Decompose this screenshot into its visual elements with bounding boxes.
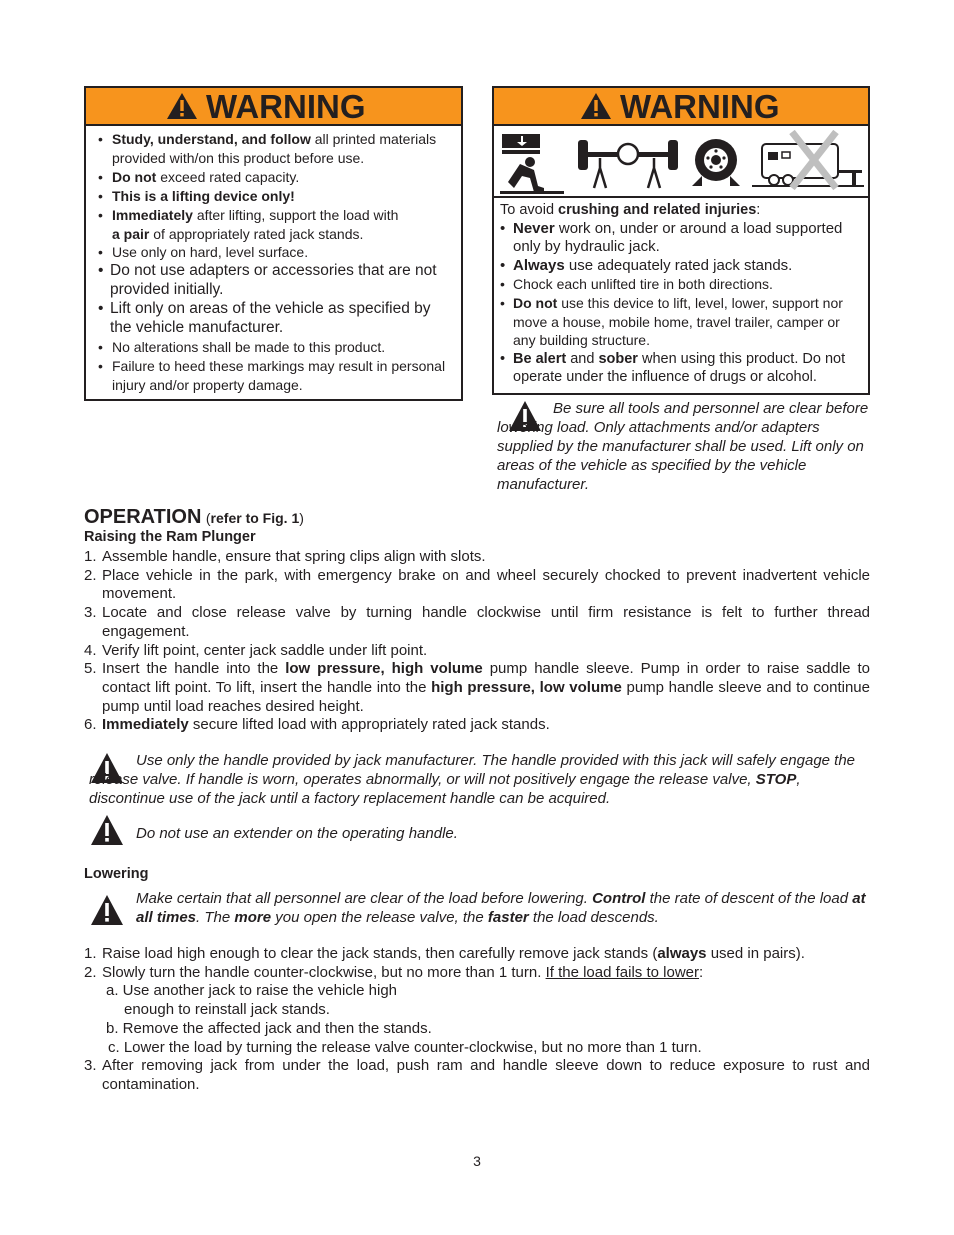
warning-intro: To avoid crushing and related injuries: [500,202,761,218]
step-4: 4. Verify lift point, center jack saddle under lift point. [84,641,428,659]
warning-item: • Chock each unlifted tire in both directions. [500,276,773,293]
wheel-chock-icon [690,136,742,188]
lowering-subheading: Lowering [84,866,149,882]
warning-box-crushing [492,86,870,395]
safety-pictograms [494,126,868,198]
lower-substep-a-continued: enough to reinstall jack stands. [124,1001,330,1019]
jack-stands-icon [576,134,680,190]
warning-item: • This is a lifting device only! [98,187,295,204]
warning-item: • Use only on hard, level surface. [98,244,309,261]
caution-icon [90,814,124,846]
step-1: 1. Assemble handle, ensure that spring clips align with slots. [84,548,486,565]
caution-text-lowering: Be sure all tools and personnel are clear before lowering load. Only attachments and/or adapters supplied by the manufacturer shall be used. Lift only on areas of the vehicle as specified by the vehicle manufacturer. [497,400,869,493]
warning-header [86,88,461,126]
warning-box-general [84,86,463,401]
warning-item: • Do not exceed rated capacity. [98,168,300,185]
raising-steps [84,548,870,735]
warning-item: • Be alert and sober when using this product. Do not operate under the influence of drugs or alcohol. [500,350,846,386]
warning-item-continued: a pair of appropriately rated jack stands. [112,225,364,242]
warning-item: • Lift only on areas of the vehicle as specified by the vehicle manufacturer. [98,300,431,337]
warning-item: • Always use adequately rated jack stands. [500,256,793,274]
lower-substep-a: a. Use another jack to raise the vehicle high [106,982,397,1000]
warning-triangle-icon [166,92,198,120]
warning-item: • No alterations shall be made to this product. [98,338,386,355]
caution-text-control-descent: Make certain that all personnel are clear of the load before lowering. Control the rate of descent of the load at all times. The more you open the release valve, the faster the load descends. [136,890,866,926]
step-3: 3. Locate and close release valve by turning handle clockwise until firm resistance is felt to further thread engagement. [84,604,870,640]
caution-text-extender: Do not use an extender on the operating handle. [136,825,458,842]
warning-item: • Never work on, under or around a load supported only by hydraulic jack. [500,219,843,256]
warning-item: • Study, understand, and follow all printed materials provided with/on this product before use. [98,131,437,166]
lower-step-2: 2. Slowly turn the handle counter-clockwise, but no more than 1 turn. If the load fails to lower: [84,963,704,981]
raising-subheading: Raising the Ram Plunger [84,529,256,545]
lower-substep-b: b. Remove the affected jack and then the stands. [106,1019,432,1037]
operation-heading: OPERATION (refer to Fig. 1) [84,506,304,528]
lower-substep-c: c. Lower the load by turning the release valve counter-clockwise, but no more than 1 turn. [108,1038,702,1056]
caution-text-handle: Use only the handle provided by jack manufacturer. The handle provided with this jack will safely engage the release valve. If handle is worn, operates abnormally, or will not positively engage the release valve, STOP, discontinue use of the jack until a factory replacement handle can be acquired. [89,752,856,807]
no-trailer-icon [752,130,864,192]
warning-item: • Do not use adapters or accessories that are not provided initially. [98,262,437,299]
lower-step-3: 3. After removing jack from under the load, push ram and handle sleeve down to reduce exposure to rust and contamination. [84,1057,870,1093]
warning-title: WARNING [206,87,366,125]
warning-item: • Failure to heed these markings may result in personal injury and/or property damage. [98,357,446,393]
warning-item: • Do not use this device to lift, level, lower, support nor move a house, mobile home, travel trailer, camper or any building structure. [500,294,843,349]
crush-hazard-icon [500,134,564,194]
lower-step-1: 1. Raise load high enough to clear the jack stands, then carefully remove jack stands (always used in pairs). [84,945,805,962]
warning-header [494,88,868,126]
step-6: 6. Immediately secure lifted load with appropriately rated jack stands. [84,716,550,734]
warning-triangle-icon [580,92,612,120]
step-2: 2. Place vehicle in the park, with emergency brake on and wheel securely chocked to prevent inadvertent vehicle movement. [84,566,870,603]
caution-icon [90,894,124,926]
lowering-steps [84,945,870,1095]
step-5: 5. Insert the handle into the low pressure, high volume pump handle sleeve. Pump in order to raise saddle to contact lift point. To lift, insert the handle into the high pressure, low volume pump handle sleeve and to continue pump until load reaches desired height. [84,660,870,715]
warning-title: WARNING [620,87,780,125]
warning-item: • Immediately after lifting, support the load with [98,206,399,223]
page-number: 3 [473,1153,481,1169]
